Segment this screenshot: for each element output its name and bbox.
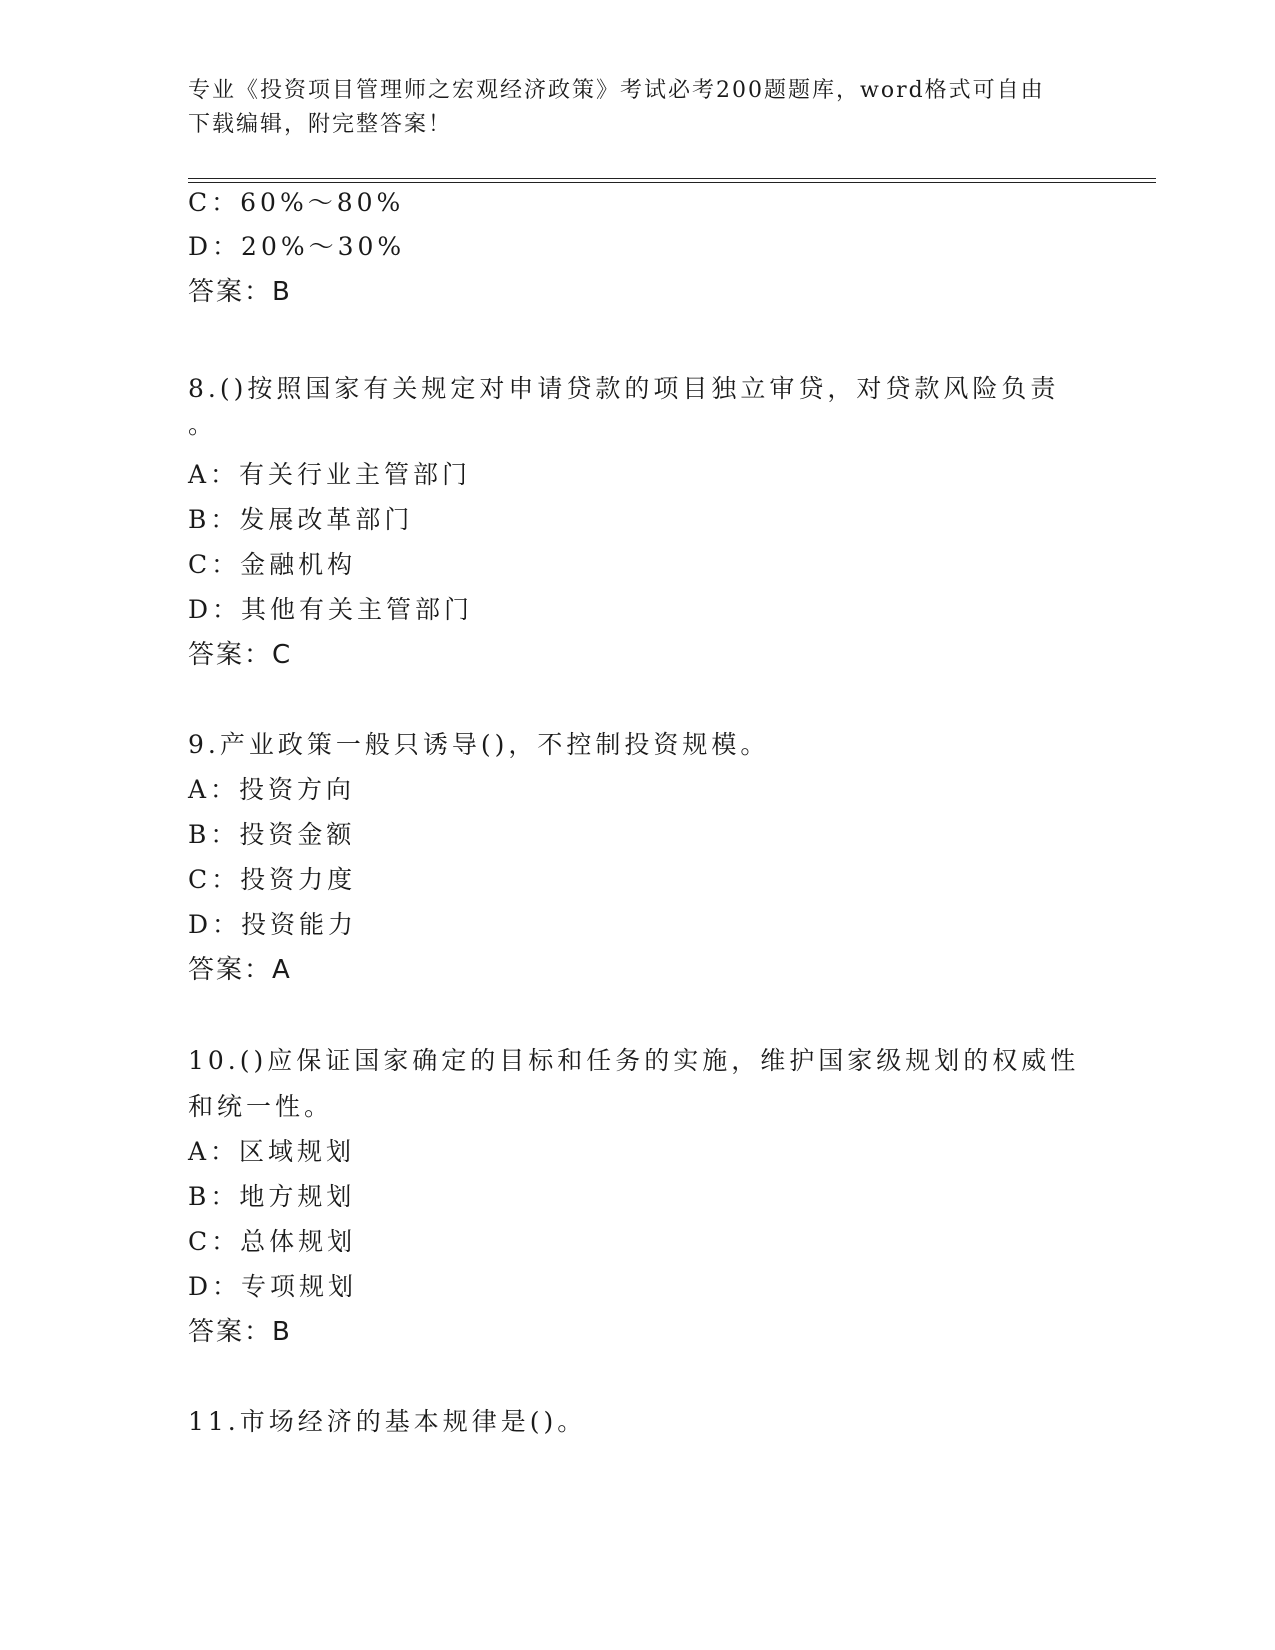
q10-option-c: C：总体规划 xyxy=(188,1227,357,1256)
q7-answer: 答案：B xyxy=(188,277,292,307)
document-header xyxy=(188,74,1088,142)
q8-option-d: D：其他有关主管部门 xyxy=(188,595,474,624)
q9-option-a: A：投资方向 xyxy=(188,775,356,804)
q8-option-a: A：有关行业主管部门 xyxy=(188,460,472,489)
q11-question: 11.市场经济的基本规律是()。 xyxy=(188,1407,587,1436)
q10-answer: 答案：B xyxy=(188,1317,292,1347)
header-divider-bottom xyxy=(188,182,1156,183)
header-line-2: 下载编辑，附完整答案！ xyxy=(188,112,453,137)
q9-option-c: C：投资力度 xyxy=(188,865,357,894)
q8-question-line-1: 8.()按照国家有关规定对申请贷款的项目独立审贷，对贷款风险负责 xyxy=(188,374,1060,403)
q9-option-b: B：投资金额 xyxy=(188,820,356,849)
q8-question-line-2: 。 xyxy=(188,410,218,439)
header-divider-top xyxy=(188,178,1156,179)
q8-option-b: B：发展改革部门 xyxy=(188,505,414,534)
q7-option-c: C：60%～80% xyxy=(188,188,405,217)
q8-option-c: C：金融机构 xyxy=(188,550,357,579)
q10-option-b: B：地方规划 xyxy=(188,1182,356,1211)
q9-option-d: D：投资能力 xyxy=(188,910,358,939)
q7-option-d: D：20%～30% xyxy=(188,232,406,261)
q10-question-line-1: 10.()应保证国家确定的目标和任务的实施，维护国家级规划的权威性 xyxy=(188,1046,1080,1075)
header-line-1: 专业《投资项目管理师之宏观经济政策》考试必考200题题库，word格式可自由 xyxy=(188,78,1045,103)
q8-answer: 答案：C xyxy=(188,640,293,670)
q10-option-d: D：专项规划 xyxy=(188,1272,358,1301)
q10-question-line-2: 和统一性。 xyxy=(188,1092,334,1121)
q9-question: 9.产业政策一般只诱导()，不控制投资规模。 xyxy=(188,730,770,759)
q10-option-a: A：区域规划 xyxy=(188,1137,356,1166)
q9-answer: 答案：A xyxy=(188,955,292,985)
